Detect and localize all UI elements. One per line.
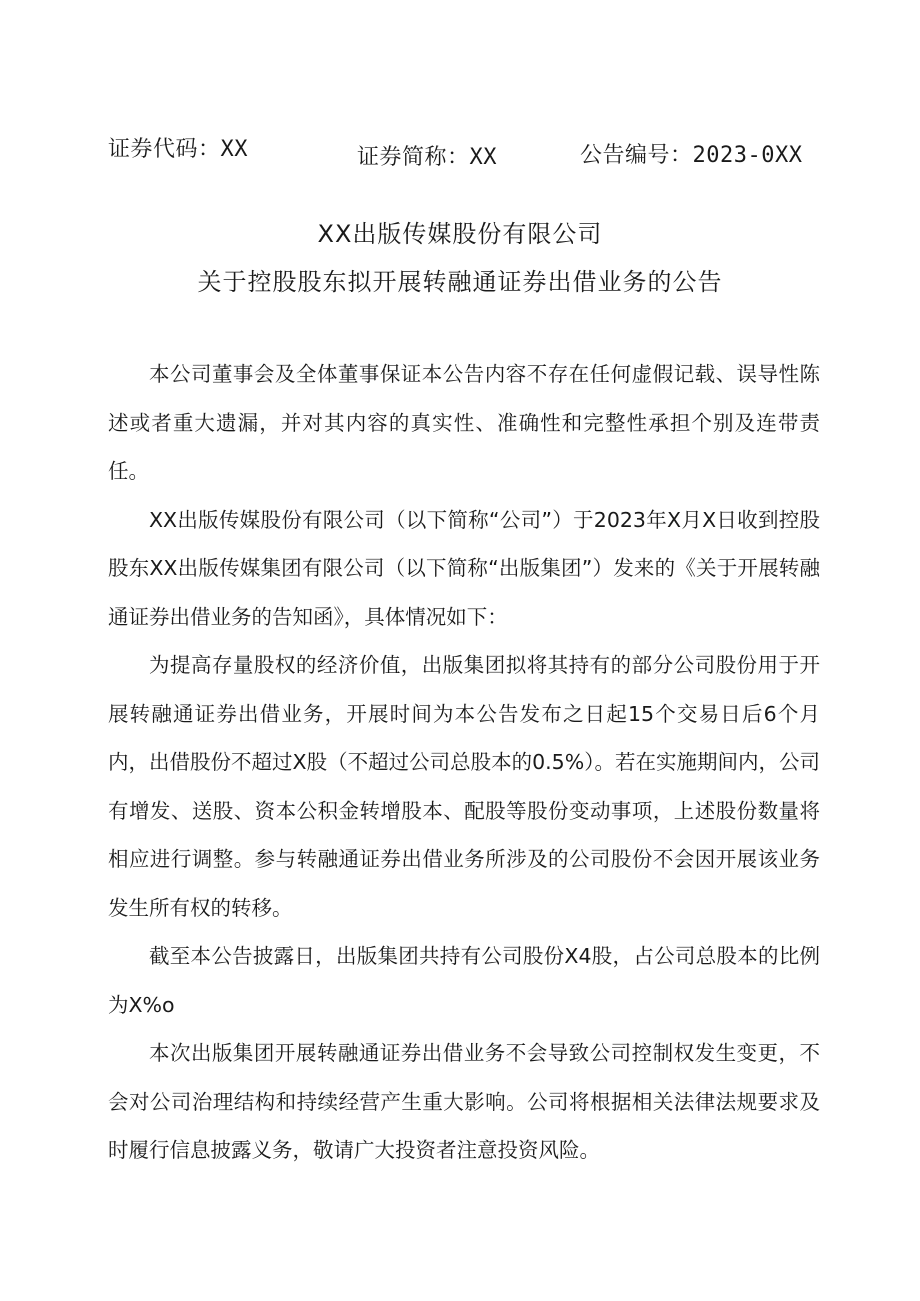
announcement-title: 关于控股股东拟开展转融通证券出借业务的公告 bbox=[197, 268, 723, 296]
paragraph-notice-received: XX出版传媒股份有限公司（以下简称“公司”）于2023年X月X日收到控股股东XX出版传媒集团有限公司（以下简称“出版集团”）发来的《关于开展转融通证券出借业务的告知函》，具体情况如下： bbox=[108, 507, 820, 629]
paragraph-lending-plan: 为提高存量股权的经济价值，出版集团拟将其持有的部分公司股份用于开展转融通证券出借业务，开展时间为本公告发布之日起15个交易日后6个月内，出借股份不超过X股（不超过公司总股本的0.5%）。若在实施期间内，公司有增发、送股、资本公积金转增股本、配股等股份变动事项，上述股份数量将相应进行调整。参与转融通证券出借业务所涉及的公司股份不会因开展该业务发生所有权的转移。 bbox=[108, 653, 820, 920]
paragraph-disclaimer: 本公司董事会及全体董事保证本公告内容不存在任何虚假记载、误导性陈述或者重大遗漏，并对其内容的真实性、准确性和完整性承担个别及连带责任。 bbox=[108, 362, 820, 483]
paragraph-shareholding: 截至本公告披露日，出版集团共持有公司股份X4股，占公司总股本的比例为X%o bbox=[108, 944, 820, 1017]
announcement-body bbox=[108, 350, 820, 1175]
announcement-number: 公告编号：2023-0XX bbox=[580, 143, 803, 168]
company-name-title: XX出版传媒股份有限公司 bbox=[317, 220, 603, 248]
paragraph-impact: 本次出版集团开展转融通证券出借业务不会导致公司控制权发生变更，不会对公司治理结构和持续经营产生重大影响。公司将根据相关法律法规要求及时履行信息披露义务，敬请广大投资者注意投资风险。 bbox=[108, 1041, 820, 1162]
security-code: 证券代码：XX bbox=[108, 137, 248, 162]
security-abbreviation: 证券简称：XX bbox=[357, 145, 497, 170]
